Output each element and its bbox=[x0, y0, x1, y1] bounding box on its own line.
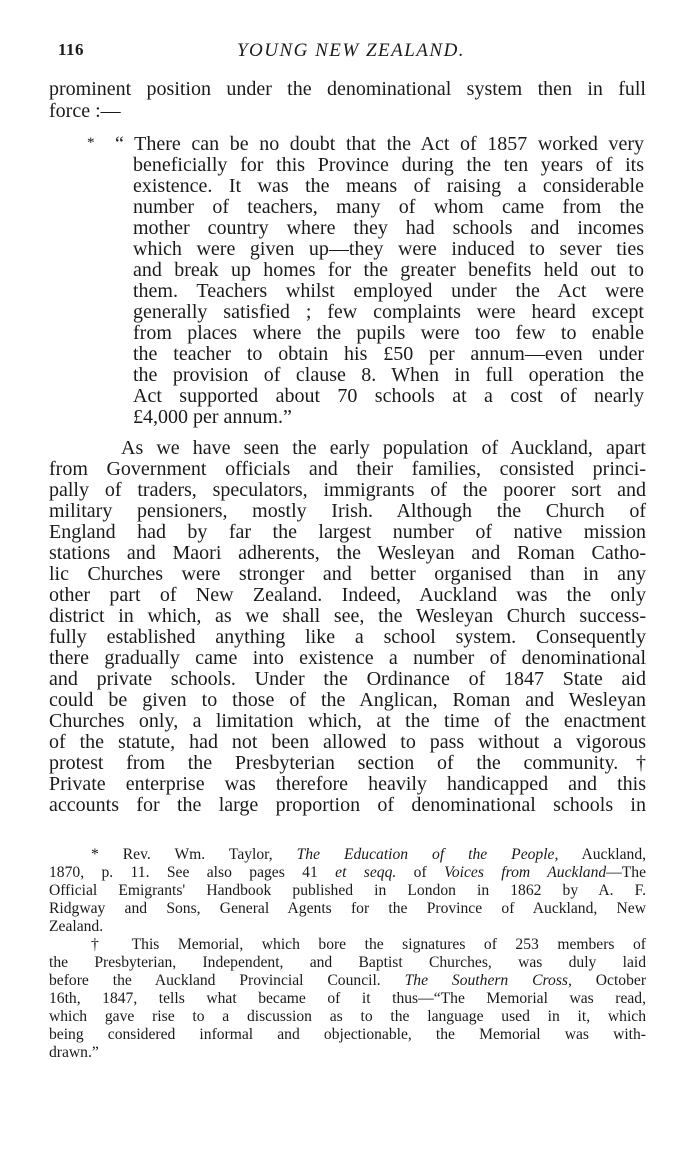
footnote-line: being considered informal and objectionable, the Memorial was with- bbox=[49, 1026, 646, 1043]
body-line: there gradually came into existence a number of denominational bbox=[49, 647, 646, 669]
quote-line: number of teachers, many of whom came from the bbox=[133, 196, 644, 218]
quote-line: them. Teachers whilst employed under the Act were bbox=[133, 280, 644, 302]
quote-line: £4,000 per annum.” bbox=[133, 406, 292, 428]
footnote-line: * Rev. Wm. Taylor, The Education of the People, Auckland, bbox=[91, 846, 647, 863]
body-line: As we have seen the early population of Auckland, apart bbox=[121, 437, 646, 459]
footnote-line: drawn.” bbox=[49, 1044, 99, 1061]
footnote-line: † This Memorial, which bore the signatures of 253 members of bbox=[91, 936, 646, 953]
quote-line: and break up homes for the greater benefits held out to bbox=[133, 259, 644, 281]
body-line: pally of traders, speculators, immigrants of the poorer sort and bbox=[49, 479, 646, 501]
quote-line: Act supported about 70 schools at a cost of nearly bbox=[133, 385, 644, 407]
footnote-line: 16th, 1847, tells what became of it thus—“The Memorial was read, bbox=[49, 990, 646, 1007]
body-line: from Government officials and their families, consisted princi- bbox=[49, 458, 646, 480]
body-line: of the statute, had not been allowed to pass without a vigorous bbox=[49, 731, 646, 753]
body-line: Churches only, a limitation which, at the time of the enactment bbox=[49, 710, 646, 732]
book-title: Voices from Auckland bbox=[444, 864, 607, 881]
body-line: military pensioners, mostly Irish. Although the Church of bbox=[49, 500, 646, 522]
quote-line: the provision of clause 8. When in full operation the bbox=[133, 364, 644, 386]
footnote-line: Official Emigrants' Handbook published in London in 1862 by A. F. bbox=[49, 882, 646, 899]
quote-line: generally satisfied ; few complaints were heard except bbox=[133, 301, 644, 323]
body-line: fully established anything like a school system. Consequently bbox=[49, 626, 646, 648]
body-line: force :— bbox=[49, 100, 121, 122]
running-title: YOUNG NEW ZEALAND. bbox=[236, 40, 466, 61]
page-number: 116 bbox=[58, 40, 85, 59]
quote-line: which were given up—they were induced to sever ties bbox=[133, 238, 644, 260]
body-line: Private enterprise was therefore heavily handicapped and this bbox=[49, 773, 646, 795]
body-line: lic Churches were stronger and better organised than in any bbox=[49, 563, 646, 585]
body-line: prominent position under the denominational system then in full bbox=[49, 78, 646, 100]
footnote-line: which gave rise to a discussion as to the language used in it, which bbox=[49, 1008, 646, 1025]
body-line: could be given to those of the Anglican, Roman and Wesleyan bbox=[49, 689, 646, 711]
footnote-line: before the Auckland Provincial Council. The Southern Cross, October bbox=[49, 972, 647, 989]
book-title: The Southern Cross, bbox=[404, 972, 572, 989]
body-line: other part of New Zealand. Indeed, Auckland was the only bbox=[49, 584, 646, 606]
body-line: district in which, as we shall see, the Wesleyan Church success- bbox=[49, 605, 646, 627]
body-line: and private schools. Under the Ordinance of 1847 State aid bbox=[49, 668, 646, 690]
book-title: The Education of the People, bbox=[296, 846, 559, 863]
quote-line: the teacher to obtain his £50 per annum—even under bbox=[133, 343, 644, 365]
quote-line: from places where the pupils were too few to enable bbox=[133, 322, 644, 344]
footnote-line: the Presbyterian, Independent, and Baptist Churches, was duly laid bbox=[49, 954, 646, 971]
body-line: England had by far the largest number of native mission bbox=[49, 521, 646, 543]
quote-line: existence. It was the means of raising a considerable bbox=[133, 175, 644, 197]
body-line: protest from the Presbyterian section of the community.† bbox=[49, 752, 646, 774]
quote-line: beneficially for this Province during the ten years of its bbox=[133, 154, 644, 176]
running-header bbox=[58, 40, 644, 70]
quote-marker: * bbox=[87, 135, 95, 151]
footnote-line: Ridgway and Sons, General Agents for the Province of Auckland, New bbox=[49, 900, 646, 917]
body-line: accounts for the large proportion of denominational schools in bbox=[49, 794, 646, 816]
footnote-line: 1870, p. 11. See also pages 41 et seqq. of Voices from Auckland—The bbox=[49, 864, 647, 881]
quote-line: “ There can be no doubt that the Act of 1857 worked very bbox=[115, 133, 644, 155]
footnote-line: Zealand. bbox=[49, 918, 104, 935]
body-line: stations and Maori adherents, the Wesleyan and Roman Catho- bbox=[49, 542, 646, 564]
quote-line: mother country where they had schools and incomes bbox=[133, 217, 644, 239]
